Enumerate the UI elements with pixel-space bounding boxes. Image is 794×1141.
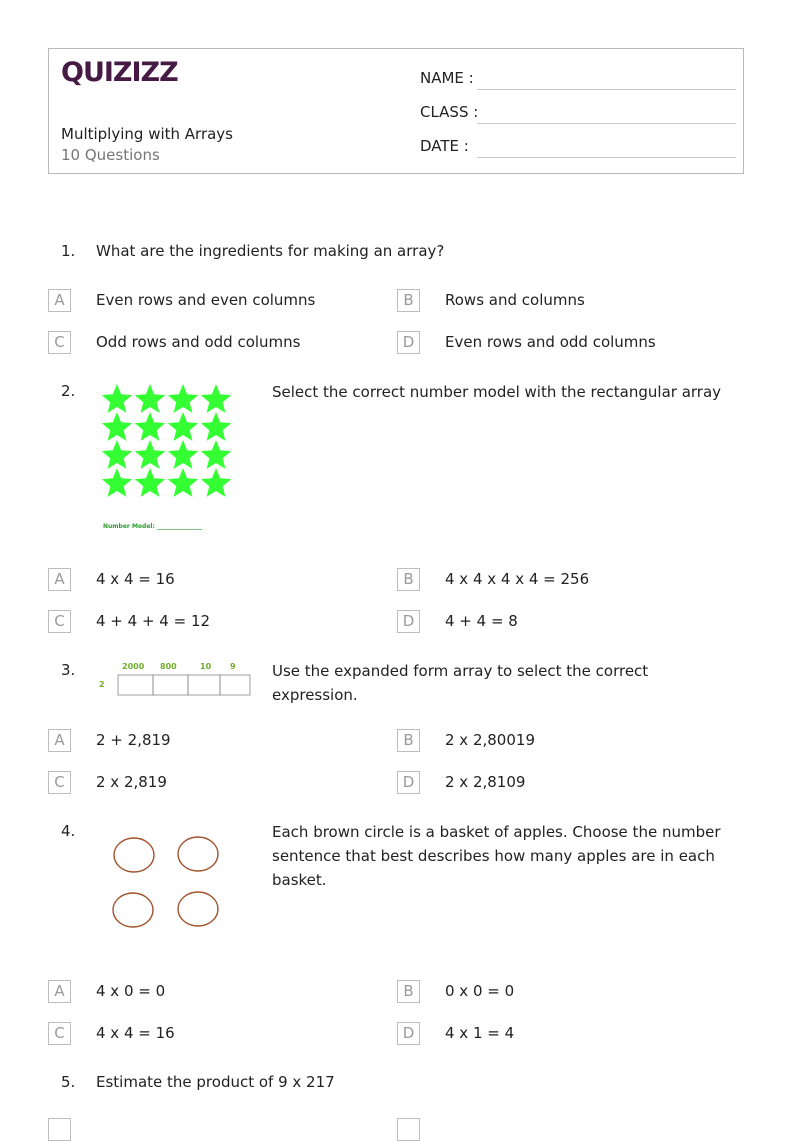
array-cell bbox=[153, 675, 188, 695]
question-text: Estimate the product of 9 x 217 bbox=[96, 1073, 335, 1091]
option-letter-box[interactable]: B bbox=[397, 289, 420, 312]
star-icon bbox=[201, 384, 231, 413]
column-label: 10 bbox=[200, 662, 212, 671]
option-letter-box[interactable]: C bbox=[48, 771, 71, 794]
column-label: 2000 bbox=[122, 662, 145, 671]
option-letter-box[interactable]: B bbox=[397, 980, 420, 1003]
star-array-figure bbox=[95, 378, 260, 533]
option-text: 4 x 4 x 4 x 4 = 256 bbox=[445, 570, 590, 588]
question-count: 10 Questions bbox=[61, 146, 160, 164]
name-field[interactable] bbox=[420, 69, 736, 91]
star-icon bbox=[102, 440, 132, 469]
star-icon bbox=[135, 412, 165, 441]
question-number: 5. bbox=[61, 1073, 76, 1091]
question-number: 4. bbox=[61, 822, 76, 840]
row-label: 2 bbox=[99, 680, 105, 689]
star-icon bbox=[201, 468, 231, 497]
star-icon bbox=[201, 440, 231, 469]
option-text: 2 + 2,819 bbox=[96, 731, 171, 749]
option-letter-box[interactable]: C bbox=[48, 331, 71, 354]
basket-circle bbox=[178, 837, 218, 871]
question-number: 1. bbox=[61, 242, 76, 260]
star-icon bbox=[135, 384, 165, 413]
date-field[interactable] bbox=[420, 137, 736, 159]
baskets-figure bbox=[100, 830, 235, 935]
class-label: CLASS : bbox=[420, 103, 479, 121]
option-text: 4 x 1 = 4 bbox=[445, 1024, 515, 1042]
date-line bbox=[477, 157, 736, 158]
expanded-form-array-figure bbox=[96, 657, 256, 699]
option-letter-box[interactable]: D bbox=[397, 331, 420, 354]
option-text: 2 x 2,80019 bbox=[445, 731, 535, 749]
option-letter-box[interactable]: A bbox=[48, 568, 71, 591]
star-icon bbox=[168, 468, 198, 497]
question-text: What are the ingredients for making an array? bbox=[96, 242, 445, 260]
option-text: Even rows and odd columns bbox=[445, 333, 656, 351]
array-cell bbox=[118, 675, 153, 695]
star-grid bbox=[102, 384, 231, 497]
basket-circle bbox=[113, 893, 153, 927]
column-label: 9 bbox=[230, 662, 236, 671]
basket-circle bbox=[178, 892, 218, 926]
option-letter-box[interactable]: B bbox=[397, 568, 420, 591]
star-icon bbox=[102, 384, 132, 413]
option-letter-box[interactable]: B bbox=[397, 729, 420, 752]
class-field[interactable] bbox=[420, 103, 736, 125]
star-icon bbox=[135, 440, 165, 469]
question-text: Select the correct number model with the rectangular array bbox=[272, 383, 722, 401]
question-number: 2. bbox=[61, 382, 76, 400]
option-text: Even rows and even columns bbox=[96, 291, 316, 309]
option-letter-box[interactable]: C bbox=[48, 1022, 71, 1045]
worksheet-title: Multiplying with Arrays bbox=[61, 125, 234, 143]
worksheet-header bbox=[48, 48, 744, 174]
option-letter-box[interactable]: D bbox=[397, 771, 420, 794]
option-letter-box[interactable] bbox=[48, 1118, 71, 1141]
name-label: NAME : bbox=[420, 69, 474, 87]
question-number: 3. bbox=[61, 661, 76, 679]
question-text: Each brown circle is a basket of apples. Choose the number sentence that best describes how many apples are in each basket. bbox=[272, 823, 721, 889]
option-text: 4 x 0 = 0 bbox=[96, 982, 166, 1000]
array-cell bbox=[220, 675, 250, 695]
class-line bbox=[477, 123, 736, 124]
star-icon bbox=[201, 412, 231, 441]
star-icon bbox=[135, 468, 165, 497]
number-model-caption: Number Model: _______________ bbox=[103, 523, 202, 530]
question-text: Use the expanded form array to select the correct expression. bbox=[272, 662, 649, 704]
option-letter-box[interactable]: A bbox=[48, 289, 71, 312]
star-icon bbox=[168, 412, 198, 441]
option-text: 4 x 4 = 16 bbox=[96, 1024, 175, 1042]
star-icon bbox=[168, 440, 198, 469]
option-letter-box[interactable]: A bbox=[48, 980, 71, 1003]
quizizz-logo: QUIZIZZ bbox=[61, 57, 178, 88]
option-text: 0 x 0 = 0 bbox=[445, 982, 515, 1000]
option-letter-box[interactable] bbox=[397, 1118, 420, 1141]
name-line bbox=[477, 89, 736, 90]
option-text: 4 x 4 = 16 bbox=[96, 570, 175, 588]
option-text: Rows and columns bbox=[445, 291, 585, 309]
option-letter-box[interactable]: D bbox=[397, 610, 420, 633]
star-icon bbox=[168, 384, 198, 413]
option-letter-box[interactable]: C bbox=[48, 610, 71, 633]
option-text: 2 x 2,819 bbox=[96, 773, 167, 791]
option-letter-box[interactable]: D bbox=[397, 1022, 420, 1045]
basket-circle bbox=[114, 838, 154, 872]
option-text: 4 + 4 + 4 = 12 bbox=[96, 612, 211, 630]
option-text: 4 + 4 = 8 bbox=[445, 612, 518, 630]
array-cell bbox=[188, 675, 220, 695]
option-text: 2 x 2,8109 bbox=[445, 773, 526, 791]
column-label: 800 bbox=[160, 662, 177, 671]
date-label: DATE : bbox=[420, 137, 469, 155]
option-text: Odd rows and odd columns bbox=[96, 333, 301, 351]
star-icon bbox=[102, 412, 132, 441]
option-letter-box[interactable]: A bbox=[48, 729, 71, 752]
star-icon bbox=[102, 468, 132, 497]
